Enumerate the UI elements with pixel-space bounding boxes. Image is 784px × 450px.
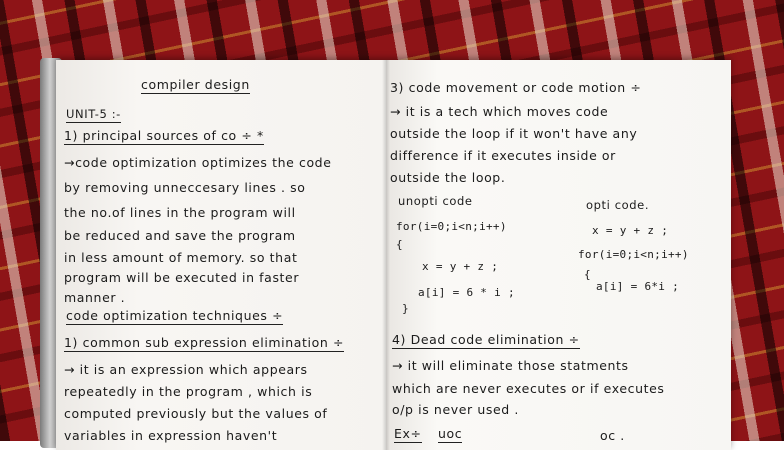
opt-code-line-1: x = y + z ;	[592, 224, 669, 237]
heading-common-sub-expression: 1) common sub expression elimination ÷	[64, 335, 345, 350]
page-title: compiler design	[141, 77, 250, 92]
unit-label: UNIT-5 :-	[66, 107, 121, 121]
notebook	[56, 60, 731, 450]
para2-line-3: o/p is never used .	[392, 402, 519, 417]
unopt-code-line-1: for(i=0;i<n;i++)	[396, 220, 507, 233]
left-page	[56, 60, 386, 450]
unopt-code-line-5: }	[402, 302, 409, 315]
heading-principal-sources: 1) principal sources of co ÷ *	[64, 128, 264, 143]
para1-line-6: program will be executed in faster	[64, 270, 300, 285]
heading-code-motion: 3) code movement or code motion ÷	[390, 80, 642, 95]
optimized-code-label: opti code.	[586, 198, 650, 212]
para1-line-1: → it is a tech which moves code	[390, 104, 609, 119]
example-label: Ex÷	[394, 426, 422, 441]
para1-line-5: in less amount of memory. so that	[64, 250, 298, 265]
para2-line-1: → it is an expression which appears	[64, 362, 308, 377]
right-page	[386, 60, 731, 450]
para1-line-3: the no.of lines in the program will	[64, 205, 296, 220]
para1-line-3: difference if it executes inside or	[390, 148, 616, 163]
opt-code-line-2: for(i=0;i<n;i++)	[578, 248, 689, 261]
unopt-code-line-2: {	[396, 238, 403, 251]
para2-line-2: which are never executes or if executes	[392, 381, 665, 396]
para2-line-2: repeatedly in the program , which is	[64, 384, 313, 399]
unopt-code-line-3: x = y + z ;	[422, 260, 499, 273]
opt-code-line-4: a[i] = 6*i ;	[596, 280, 680, 293]
para2-line-1: → it will eliminate those statments	[392, 358, 629, 373]
para2-line-3: computed previously but the values of	[64, 406, 328, 421]
opt-code-line-3: {	[584, 268, 591, 281]
para1-line-2: by removing unneccesary lines . so	[64, 180, 306, 195]
page-gutter	[382, 60, 390, 450]
example-oc: oc .	[600, 428, 625, 443]
example-uoc: uoc	[438, 426, 463, 441]
para2-line-4: variables in expression haven't	[64, 428, 278, 443]
para1-line-7: manner .	[64, 290, 126, 305]
unoptimized-code-label: unopti code	[398, 194, 473, 208]
para1-line-4: be reduced and save the program	[64, 228, 296, 243]
para1-line-2: outside the loop if it won't have any	[390, 126, 638, 141]
unopt-code-line-4: a[i] = 6 * i ;	[418, 286, 515, 299]
para1-line-1: →code optimization optimizes the code	[64, 155, 332, 170]
para1-line-4: outside the loop.	[390, 170, 506, 185]
subheading-techniques: code optimization techniques ÷	[66, 308, 284, 323]
heading-dead-code: 4) Dead code elimination ÷	[392, 332, 580, 347]
